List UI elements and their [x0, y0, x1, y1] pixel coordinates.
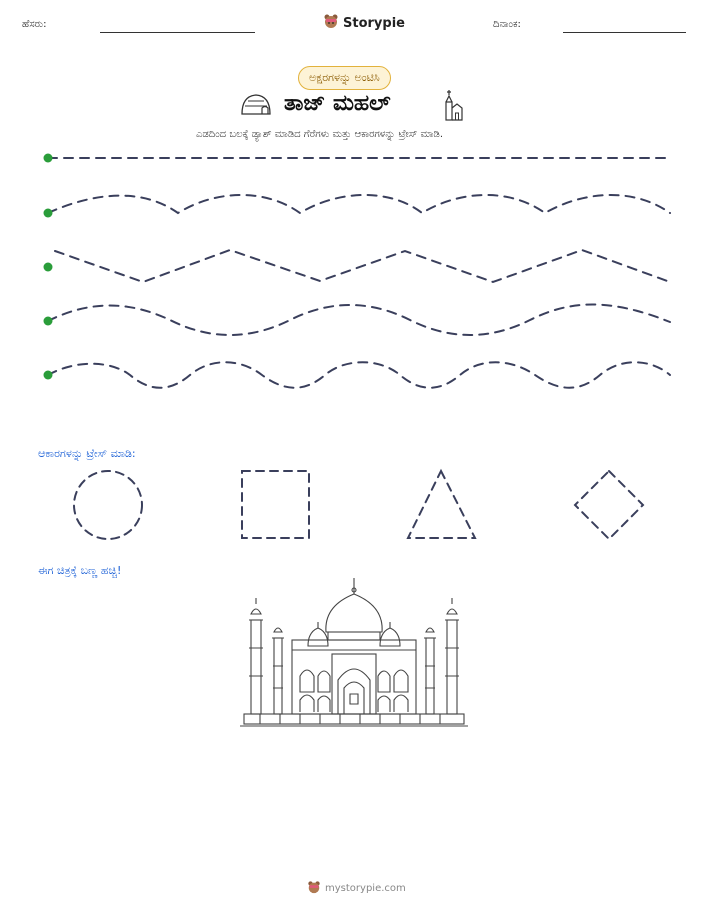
brand-name: Storypie	[343, 15, 405, 31]
storypie-bear-icon	[307, 880, 321, 897]
shapes-title: ಆಕಾರಗಳನ್ನು ಟ್ರೇಸ್ ಮಾಡಿ:	[38, 447, 136, 460]
shape-square	[242, 471, 309, 538]
color-title: ಈಗ ಚಿತ್ರಕ್ಕೆ ಬಣ್ಣ ಹಚ್ಚಿ!	[38, 564, 122, 577]
tracing-line-wave	[48, 305, 670, 336]
tracing-line-zigzag	[55, 250, 670, 282]
footer	[307, 880, 406, 897]
page-title: ತಾಜ್ ಮಹಲ್	[284, 91, 391, 116]
footer-url[interactable]: mystorypie.com	[325, 883, 406, 894]
start-dot	[44, 371, 53, 380]
tracing-line-curvy-wave	[48, 362, 670, 388]
taj-mahal-outline	[240, 576, 468, 728]
start-dot	[44, 154, 53, 163]
shape-triangle	[408, 471, 475, 538]
start-dot	[44, 317, 53, 326]
start-dot	[44, 263, 53, 272]
tracing-shapes	[0, 460, 709, 550]
activity-badge: ಅಕ್ಷರಗಳನ್ನು ಅಂಟಿಸಿ	[298, 66, 391, 90]
date-label: ದಿನಾಂಕ:	[493, 19, 521, 30]
name-label: ಹೆಸರು:	[22, 19, 47, 30]
start-dot	[44, 209, 53, 218]
shape-circle	[74, 471, 142, 539]
shape-diamond	[575, 471, 643, 539]
instruction-text: ಎಡದಿಂದ ಬಲಕ್ಕೆ ಡ್ಯಾಶ್ ಮಾಡಿದ ಗೆರೆಗಳು ಮತ್ತು ಆಕಾರಗಳನ್ನು ಟ್ರೇಸ್ ಮಾಡಿ.	[196, 129, 444, 140]
tracing-lines	[0, 0, 709, 410]
tracing-line-arc-wave	[48, 195, 670, 213]
